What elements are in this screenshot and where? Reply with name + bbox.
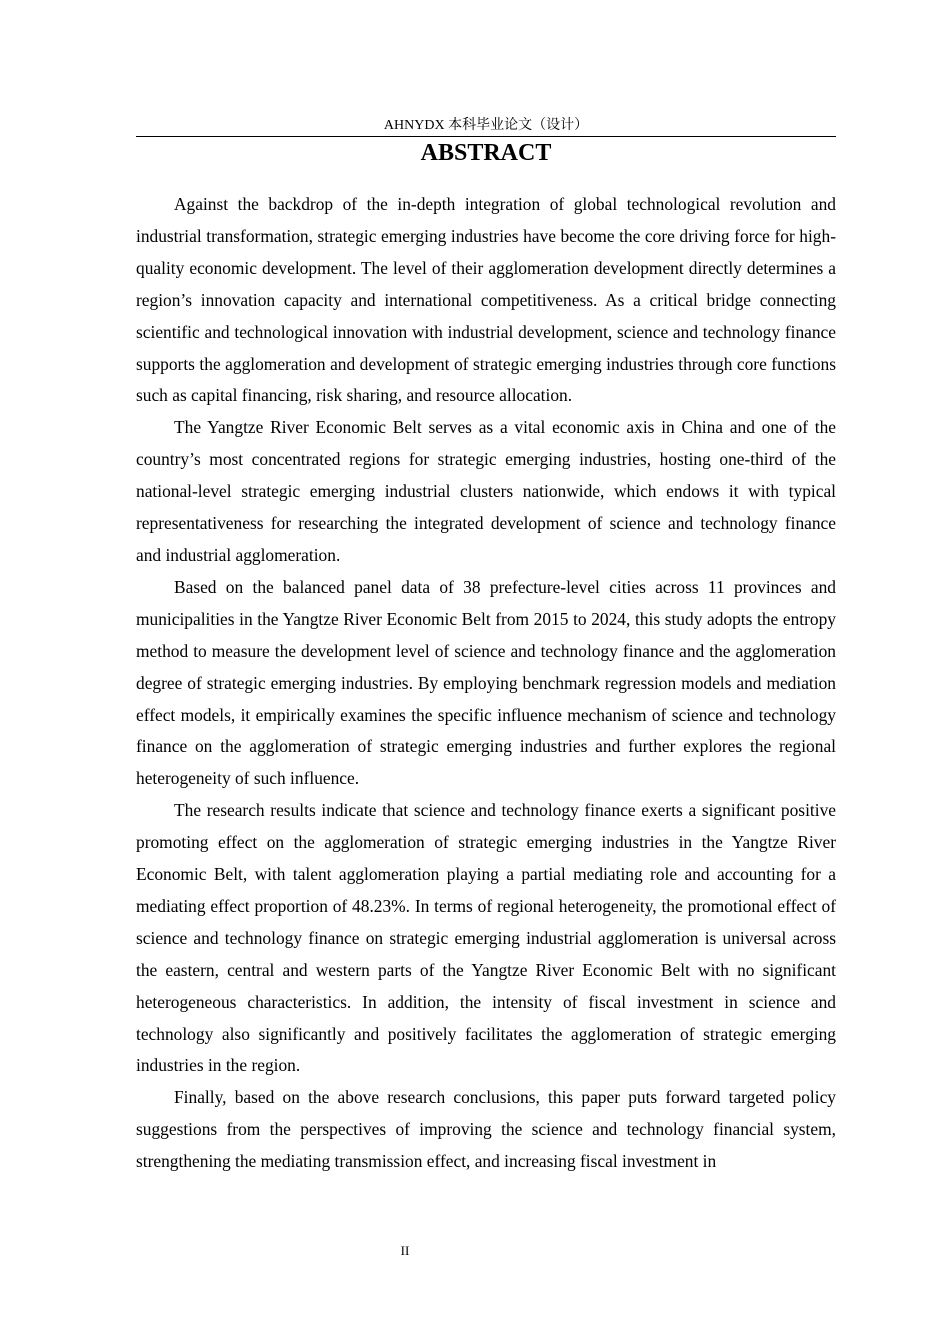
abstract-title: ABSTRACT bbox=[420, 140, 552, 166]
abstract-body bbox=[136, 189, 836, 1178]
abstract-paragraph: The Yangtze River Economic Belt serves as a vital economic axis in China and one of the country’s most concentrated regions for strategic emerging industries, hosting one-third of the national-level strategic emerging industrial clusters nationwide, which endows it with typical representativeness for researching the integrated development of science and technology finance and industrial agglomeration. bbox=[136, 417, 836, 565]
page-number: II bbox=[400, 1243, 410, 1258]
abstract-paragraph: Based on the balanced panel data of 38 prefecture-level cities across 11 provinces and municipalities in the Yangtze River Economic Belt from 2015 to 2024, this study adopts the entropy method to measure the development level of science and technology finance and the agglomeration degree of strategic emerging industries. By employing benchmark regression models and mediation effect models, it empirically examines the specific influence mechanism of science and technology finance on the agglomeration of strategic emerging industries and further explores the regional heterogeneity of such influence. bbox=[136, 576, 836, 789]
abstract-paragraph: Finally, based on the above research conclusions, this paper puts forward targeted policy suggestions from the perspectives of improving the science and technology financial system, strengthening the mediating transmission effect, and increasing fiscal investment in bbox=[136, 1087, 836, 1172]
abstract-paragraph: The research results indicate that science and technology finance exerts a significant positive promoting effect on the agglomeration of strategic emerging industries in the Yangtze River Economic Belt, with talent agglomeration playing a partial mediating role and accounting for a mediating effect proportion of 48.23%. In terms of regional heterogeneity, the promotional effect of science and technology finance on strategic emerging industrial agglomeration is universal across the eastern, central and western parts of the Yangtze River Economic Belt with no significant heterogeneous characteristics. In addition, the intensity of fiscal investment in science and technology also significantly and positively facilitates the agglomeration of strategic emerging industries in the region. bbox=[136, 800, 836, 1076]
abstract-paragraph: Against the backdrop of the in-depth integration of global technological revolution and industrial transformation, strategic emerging industries have become the core driving force for high-quality economic development. The level of their agglomeration development directly determines a region’s innovation capacity and international competitiveness. As a critical bridge connecting scientific and technological innovation with industrial development, science and technology finance supports the agglomeration and development of strategic emerging industries through core functions such as capital financing, risk sharing, and resource allocation. bbox=[136, 194, 836, 406]
running-header: AHNYDX 本科毕业论文（设计） bbox=[383, 118, 589, 133]
